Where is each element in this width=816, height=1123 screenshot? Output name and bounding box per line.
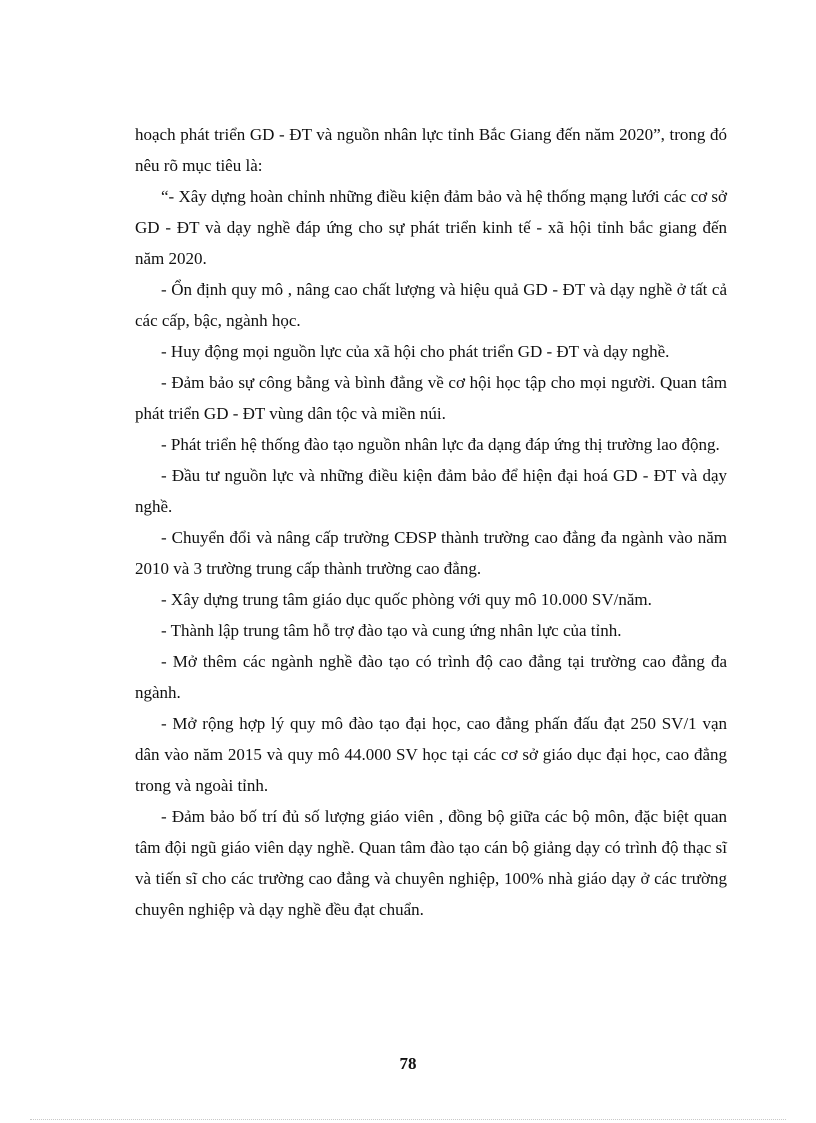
paragraph-goal-equity: - Đảm bảo sự công bằng và bình đẳng về cơ hội học tập cho mọi người. Quan tâm phát triển GD - ĐT vùng dân tộc và miền núi. <box>135 373 727 423</box>
footer-divider <box>30 1119 786 1120</box>
paragraph-goal-network: “- Xây dựng hoàn chỉnh những điều kiện đảm bảo và hệ thống mạng lưới các cơ sở GD - ĐT và dạy nghề đáp ứng cho sự phát triển kinh tế - xã hội tỉnh bắc giang đến năm 2020. <box>135 187 727 268</box>
paragraph-goal-defense-center: - Xây dựng trung tâm giáo dục quốc phòng với quy mô 10.000 SV/năm. <box>161 590 652 609</box>
paragraph-goal-new-majors: - Mở thêm các ngành nghề đào tạo có trình độ cao đẳng tại trường cao đẳng đa ngành. <box>135 652 727 702</box>
paragraph-goal-scale: - Mở rộng hợp lý quy mô đào tạo đại học, cao đẳng phấn đấu đạt 250 SV/1 vạn dân vào năm 2015 và quy mô 44.000 SV học tại các cơ sở giáo dục đại học, cao đẳng trong và ngoài tỉnh. <box>135 714 727 795</box>
paragraph-goal-teachers: - Đảm bảo bố trí đủ số lượng giáo viên , đồng bộ giữa các bộ môn, đặc biệt quan tâm đội ngũ giáo viên dạy nghề. Quan tâm đào tạo cán bộ giảng dạy có trình độ thạc sĩ và tiến sĩ cho các trường cao đẳng và chuyên nghiệp, 100% nhà giáo dạy ở các trường chuyên nghiệp và dạy nghề đều đạt chuẩn. <box>135 807 727 919</box>
paragraph-goal-resources: - Huy động mọi nguồn lực của xã hội cho phát triển GD - ĐT và dạy nghề. <box>161 342 670 361</box>
paragraph-goal-training-system: - Phát triển hệ thống đào tạo nguồn nhân lực đa dạng đáp ứng thị trường lao động. <box>161 435 720 454</box>
document-body <box>135 119 727 925</box>
paragraph-goal-support-center: - Thành lập trung tâm hỗ trợ đào tạo và cung ứng nhân lực của tỉnh. <box>161 621 622 640</box>
paragraph-continuation: hoạch phát triển GD - ĐT và nguồn nhân lực tỉnh Bắc Giang đến năm 2020”, trong đó nêu rõ mục tiêu là: <box>135 125 727 175</box>
page-number: 78 <box>399 1054 417 1073</box>
paragraph-goal-college-upgrade: - Chuyển đổi và nâng cấp trường CĐSP thành trường cao đẳng đa ngành vào năm 2010 và 3 trường trung cấp thành trường cao đẳng. <box>135 528 727 578</box>
paragraph-goal-quality: - Ổn định quy mô , nâng cao chất lượng và hiệu quả GD - ĐT và dạy nghề ở tất cả các cấp, bậc, ngành học. <box>135 280 727 330</box>
paragraph-goal-investment: - Đầu tư nguồn lực và những điều kiện đảm bảo để hiện đại hoá GD - ĐT và dạy nghề. <box>135 466 727 516</box>
